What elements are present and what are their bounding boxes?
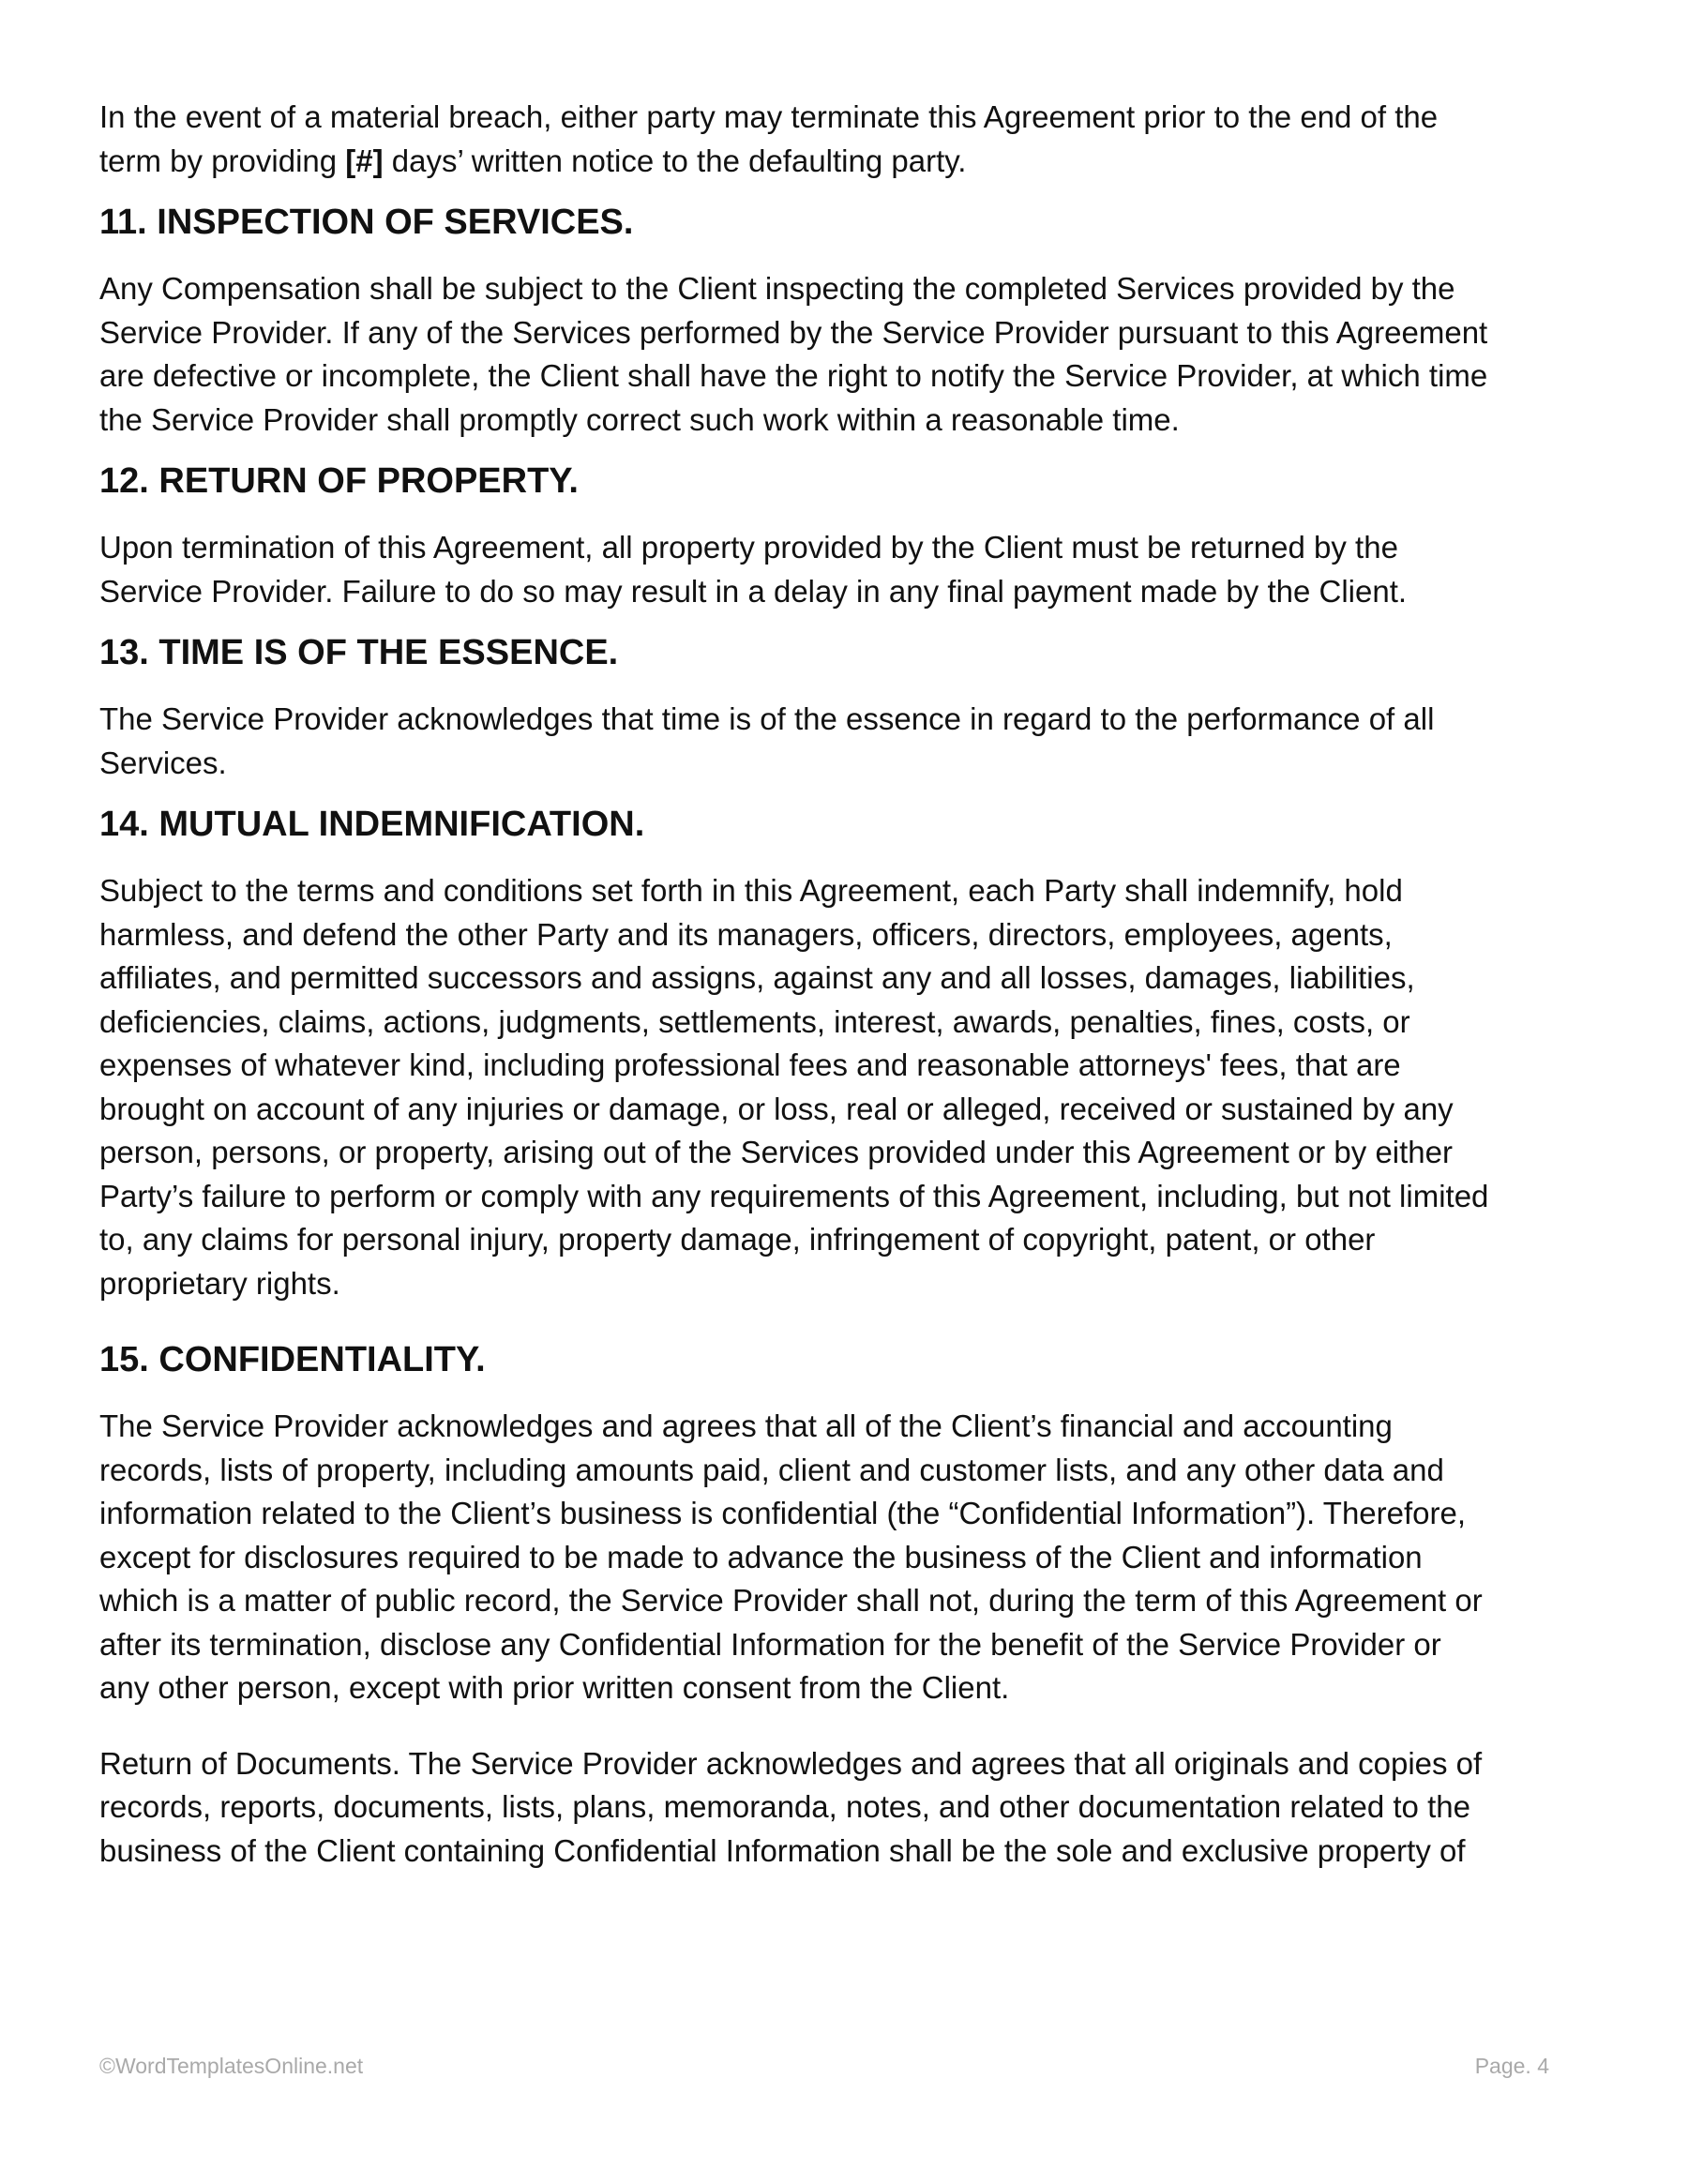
section-11-body: Any Compensation shall be subject to the Client inspecting the completed Services provided by the Service Provider. If any of the Services performed by the Service Provider pursuant to this Agreement are defective or incomplete, the Client shall have the right to notify the Service Provider, at which time the Service Provider shall promptly correct such work within a reasonable time.	[99, 271, 1488, 437]
section-14-body: Subject to the terms and conditions set forth in this Agreement, each Party shall indemnify, hold harmless, and defend the other Party and its managers, officers, directors, employees, agents, affiliates, and permitted successors and assigns, against any and all losses, damages, liabilities, deficiencies, claims, actions, judgments, settlements, interest, awards, penalties, fines, costs, or expenses of whatever kind, including professional fees and reasonable attorneys' fees, that are brought on account of any injuries or damage, or loss, real or alleged, received or sustained by any person, persons, or property, arising out of the Services provided under this Agreement or by either Party’s failure to perform or comply with any requirements of this Agreement, including, but not limited to, any claims for personal injury, property damage, infringement of copyright, patent, or other proprietary rights.	[99, 873, 1489, 1301]
footer-page-number: Page. 4	[1474, 2054, 1549, 2078]
return-of-documents-paragraph: Return of Documents. The Service Provider acknowledges and agrees that all originals and copies of records, reports, documents, lists, plans, memoranda, notes, and other documentation related to the business of the Client containing Confidential Information shall be the sole and exclusive property of	[99, 1745, 1483, 1868]
days-placeholder: [#]	[345, 143, 384, 178]
section-11-heading: 11. INSPECTION OF SERVICES.	[99, 203, 634, 242]
section-14-heading: 14. MUTUAL INDEMNIFICATION.	[99, 805, 645, 844]
breach-termination-paragraph	[99, 96, 1600, 183]
section-13-body: The Service Provider acknowledges that time is of the essence in regard to the performance of all Services.	[99, 701, 1435, 780]
footer-copyright: ©WordTemplatesOnline.net	[99, 2054, 364, 2078]
section-15-heading: 15. CONFIDENTIALITY.	[99, 1340, 486, 1379]
document-page	[99, 96, 1600, 1873]
section-13-heading: 13. TIME IS OF THE ESSENCE.	[99, 633, 619, 672]
section-12-heading: 12. RETURN OF PROPERTY.	[99, 461, 579, 501]
section-15-body: The Service Provider acknowledges and agrees that all of the Client’s financial and accounting records, lists of property, including amounts paid, client and customer lists, and any other data and information related to the Client’s business is confidential (the “Confidential Information”). Therefore, except for disclosures required to be made to advance the business of the Client and information which is a matter of public record, the Service Provider shall not, during the term of this Agreement or after its termination, disclose any Confidential Information for the benefit of the Service Provider or any other person, except with prior written consent from the Client.	[99, 1408, 1483, 1705]
section-12-body: Upon termination of this Agreement, all property provided by the Client must be returned by the Service Provider. Failure to do so may result in a delay in any final payment made by the Client.	[99, 530, 1408, 609]
intro-text-before: In the event of a material breach, either party may terminate this Agreement prior to the end of the term by providing	[99, 99, 1439, 178]
intro-text-after: days’ written notice to the defaulting party.	[383, 143, 967, 178]
